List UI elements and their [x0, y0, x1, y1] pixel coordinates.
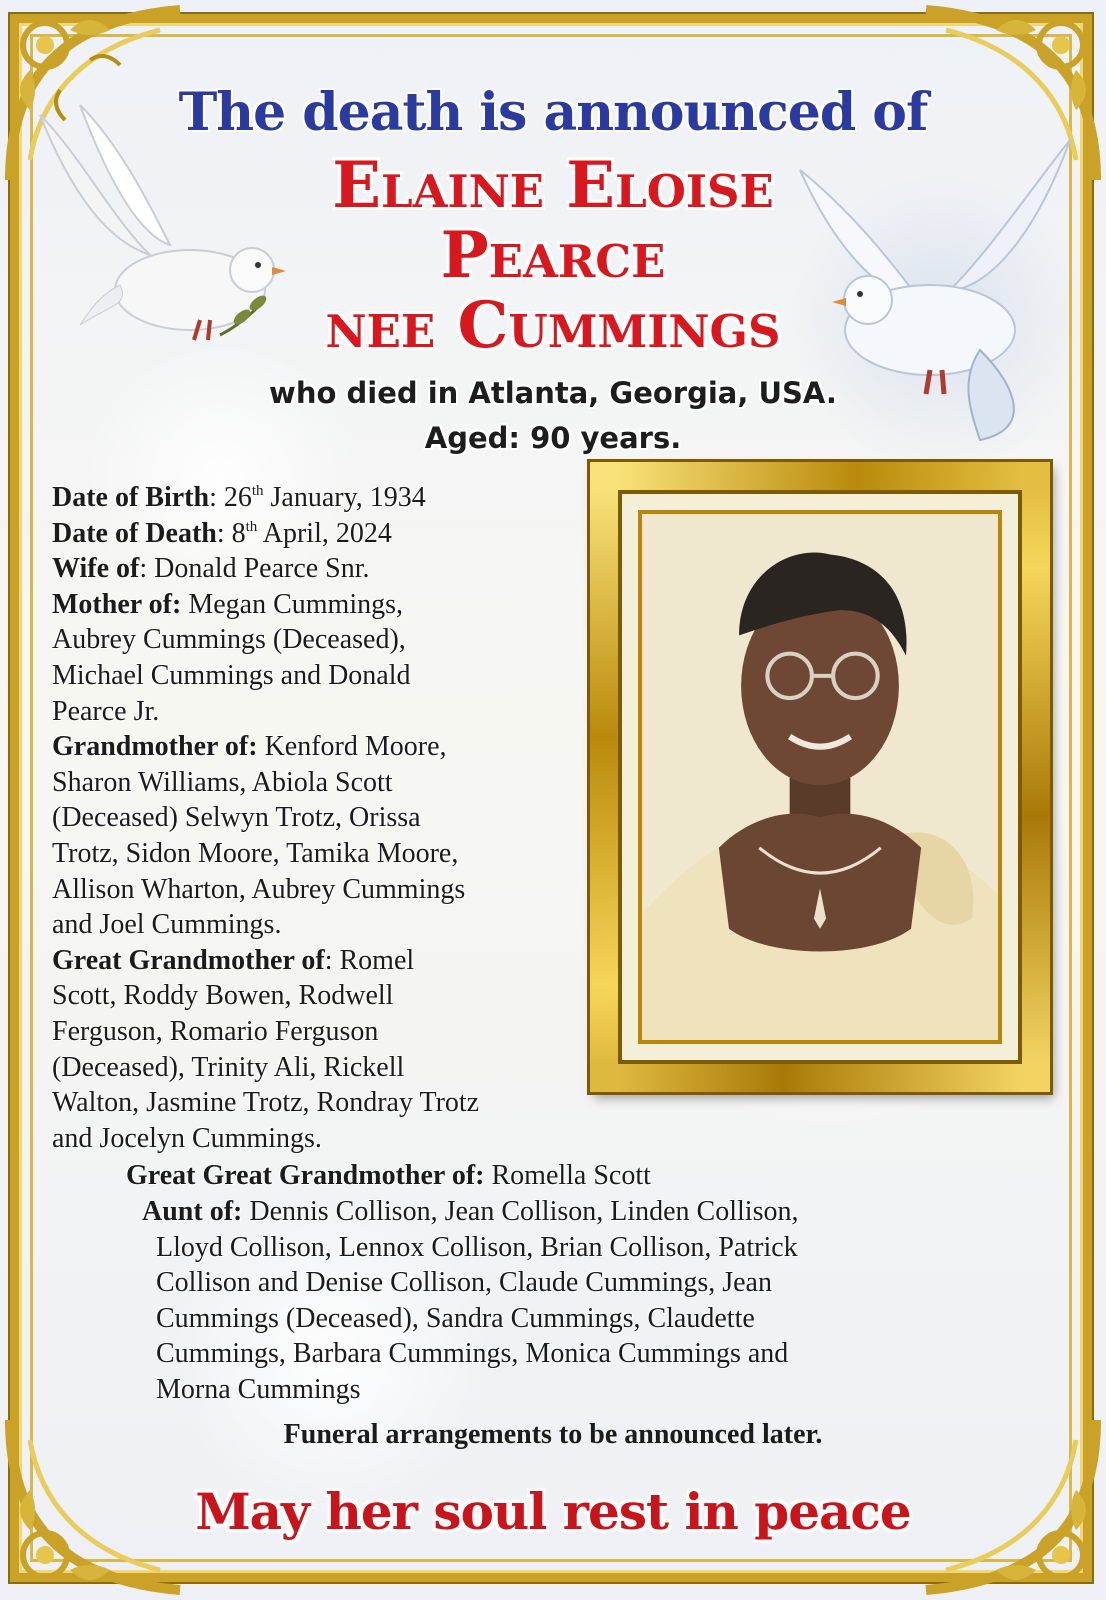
deceased-name-line2: Pearce — [440, 218, 666, 293]
grandmother-line: Trotz, Sidon Moore, Tamika Moore, — [52, 837, 459, 869]
grandmother-line: and Joel Cummings. — [52, 909, 282, 941]
great-grandmother-line: Walton, Jasmine Trotz, Rondray Trotz — [52, 1087, 480, 1119]
great-great-label: Great Great Grandmother of: — [126, 1160, 485, 1191]
closing-message: May her soul rest in peace — [195, 1482, 911, 1541]
grandmother-line: Allison Wharton, Aubrey Cummings — [52, 873, 466, 905]
mother-line: Pearce Jr. — [52, 695, 160, 727]
wife-value: : Donald Pearce Snr. — [139, 553, 370, 585]
death-location: who died in Atlanta, Georgia, USA. — [269, 376, 837, 410]
aunt-line: Morna Cummings — [156, 1373, 361, 1405]
aunt-label: Aunt of: — [142, 1196, 243, 1227]
dob-line: Date of Birth: 26th January, 1934 — [52, 482, 426, 513]
mother-label: Mother of: — [52, 588, 182, 620]
dob-rest: January, 1934 — [263, 482, 426, 513]
grandmother-line: Sharon Williams, Abiola Scott — [52, 766, 393, 798]
wife-line — [52, 551, 572, 587]
dod-suffix: th — [245, 518, 258, 535]
dod-label: Date of Death — [52, 517, 217, 549]
mother-line — [52, 587, 572, 623]
portrait-photo — [638, 510, 1002, 1044]
portrait-frame — [590, 462, 1050, 1092]
dob-label: Date of Birth — [52, 482, 210, 513]
great-grandmother-line: (Deceased), Trinity Ali, Rickell — [52, 1051, 405, 1083]
deceased-name-line3: nee Cummings — [325, 288, 781, 363]
grandmother-line: (Deceased) Selwyn Trotz, Orissa — [52, 802, 421, 834]
great-grandmother-label: Great Grandmother of — [52, 944, 325, 976]
aunt-line: Cummings (Deceased), Sandra Cummings, Claudette — [156, 1302, 755, 1334]
mother-text: Megan Cummings, — [181, 588, 403, 620]
grandmother-label: Grandmother of: — [52, 731, 258, 763]
aunt-line: Collison and Denise Collison, Claude Cummings, Jean — [156, 1267, 772, 1299]
great-grandmother-line: and Jocelyn Cummings. — [52, 1122, 322, 1154]
great-great-grandmother-line — [126, 1158, 926, 1194]
dod-rest: April, 2024 — [257, 517, 392, 549]
mother-line: Michael Cummings and Donald — [52, 659, 411, 691]
age-text: Aged: 90 years. — [424, 421, 682, 455]
grandmother-text: Kenford Moore, — [257, 731, 447, 763]
aunt-line — [142, 1194, 922, 1230]
aunt-text: Dennis Collison, Jean Collison, Linden Collison, — [242, 1196, 799, 1227]
dod-day: 8 — [231, 517, 246, 549]
announcement-heading: The death is announced of — [178, 82, 928, 143]
great-grandmother-line — [52, 943, 572, 979]
aunt-section — [142, 1194, 922, 1408]
aunt-line: Cummings, Barbara Cummings, Monica Cummings and — [156, 1338, 789, 1370]
aunt-line: Lloyd Collison, Lennox Collison, Brian Collison, Patrick — [156, 1231, 798, 1263]
deceased-name-line1: Elaine Eloise — [332, 148, 774, 223]
mother-line: Aubrey Cummings (Deceased), — [52, 624, 406, 656]
family-details — [52, 480, 572, 1156]
great-grandmother-line: Ferguson, Romario Ferguson — [52, 1015, 379, 1047]
dob-suffix: th — [251, 483, 264, 499]
dob-day: 26 — [223, 482, 252, 513]
great-grandmother-line: Scott, Roddy Bowen, Rodwell — [52, 980, 394, 1012]
dod-line: Date of Death: 8th April, 2024 — [52, 517, 392, 549]
great-great-value: Romella Scott — [484, 1160, 651, 1191]
great-grandmother-text: : Romel — [324, 944, 415, 976]
wife-label: Wife of — [52, 553, 140, 585]
portrait-illustration — [642, 514, 998, 1040]
grandmother-line — [52, 729, 572, 765]
funeral-note: Funeral arrangements to be announced later. — [283, 1419, 823, 1450]
